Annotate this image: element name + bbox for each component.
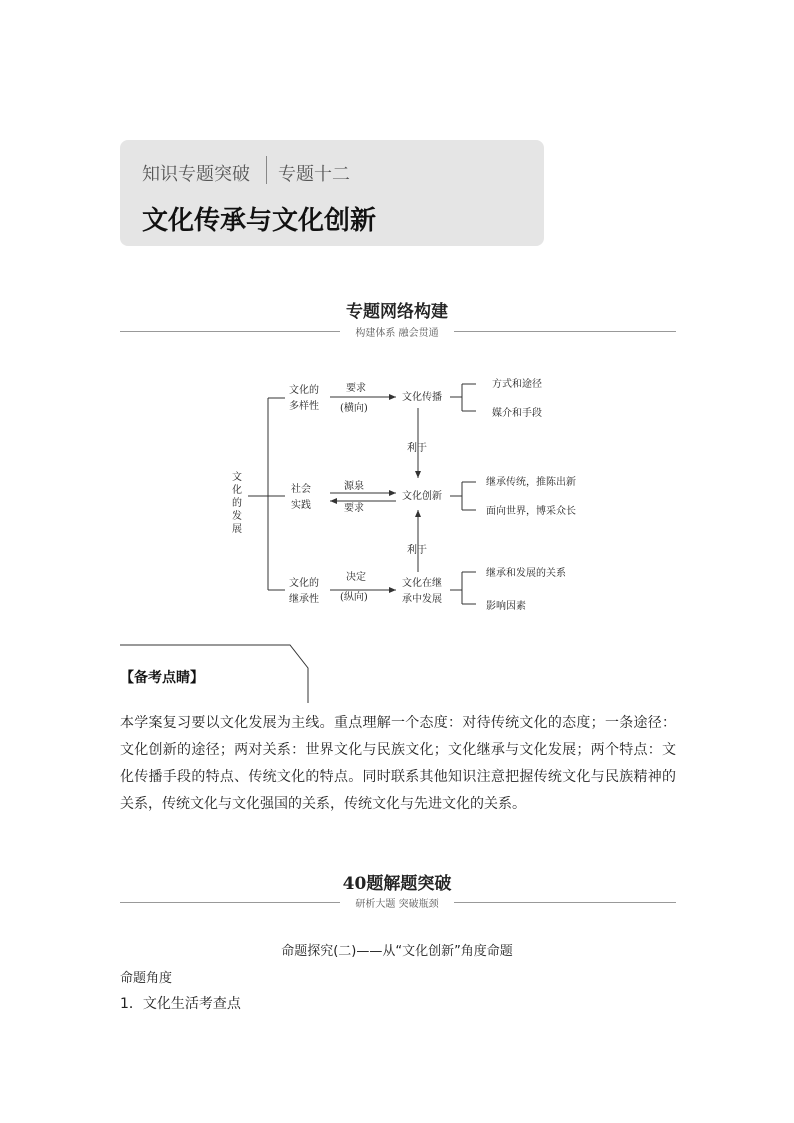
left-mid-line2: 实践 [291, 500, 311, 511]
question-point-1: 1．文化生活考查点 [120, 996, 241, 1012]
left-bot-line1: 文化的 [289, 578, 319, 589]
node-bot-line2: 承中发展 [402, 594, 442, 605]
section1-subtitle: 构建体系 融会贯通 [355, 328, 439, 339]
leaf-bot-2: 影响因素 [486, 601, 526, 612]
leaf-mid-2: 面向世界，博采众长 [486, 506, 576, 517]
arrow-bot-above: 决定 [346, 572, 366, 583]
leaf-bot-1: 继承和发展的关系 [486, 568, 566, 579]
section2-rule-left [120, 902, 340, 903]
arrow-mid-above: 源泉 [344, 481, 364, 492]
left-top-line2: 多样性 [289, 401, 319, 412]
banner-divider [266, 156, 267, 184]
leaf-top-1: 方式和途径 [492, 379, 542, 390]
arrow-top-above: 要求 [346, 383, 366, 394]
question-heading: 命题探究(二)——从“文化创新”角度命题 [281, 944, 513, 959]
banner-label: 知识专题突破 [142, 164, 250, 185]
root-char-3: 的 [232, 498, 242, 509]
question-angle-label: 命题角度 [120, 971, 173, 986]
tip-title: 【备考点睛】 [120, 670, 204, 686]
leaf-top-2: 媒介和手段 [492, 408, 542, 419]
left-bot-line2: 继承性 [289, 594, 319, 605]
root-char-1: 文 [232, 472, 242, 483]
root-char-2: 化 [232, 485, 242, 496]
tip-summary: 本学案复习要以文化发展为主线。重点理解一个态度：对待传统文化的态度；一条途径：文化创新的途径；两对关系：世界文化与民族文化；文化继承与文化发展；两个特点：文化传播手段的特点、传统文化的特点。同时联系其他知识注意把握传统文化与民族精神的关系，传统文化与文化强国的关系，传统文化与先进文化的关系。 [120, 715, 676, 812]
node-top: 文化传播 [402, 392, 442, 403]
node-bot-line1: 文化在继 [402, 578, 442, 589]
benefit-top: 利于 [407, 443, 427, 454]
root-char-4: 发 [232, 511, 242, 522]
left-mid-line1: 社会 [291, 484, 311, 495]
root-char-5: 展 [232, 524, 242, 535]
section1-rule-left [120, 331, 340, 332]
section2-rule-right [454, 902, 676, 903]
left-top-line1: 文化的 [289, 385, 319, 396]
section1-rule-right [454, 331, 676, 332]
benefit-bot: 利于 [407, 545, 427, 556]
section2-title: 40题解题突破 [342, 874, 452, 894]
banner-title: 文化传承与文化创新 [142, 206, 377, 236]
arrow-top-below: (横向) [340, 403, 368, 414]
arrow-bot-below: (纵向) [340, 592, 368, 603]
section2-subtitle: 研析大题 突破瓶颈 [355, 899, 439, 910]
topic-banner [120, 140, 544, 246]
node-mid: 文化创新 [402, 491, 442, 502]
leaf-mid-1: 继承传统，推陈出新 [486, 477, 576, 488]
section1-title: 专题网络构建 [346, 302, 448, 322]
banner-topic: 专题十二 [278, 164, 350, 185]
arrow-mid-below: 要求 [344, 503, 364, 514]
knowledge-network-diagram [0, 360, 794, 620]
